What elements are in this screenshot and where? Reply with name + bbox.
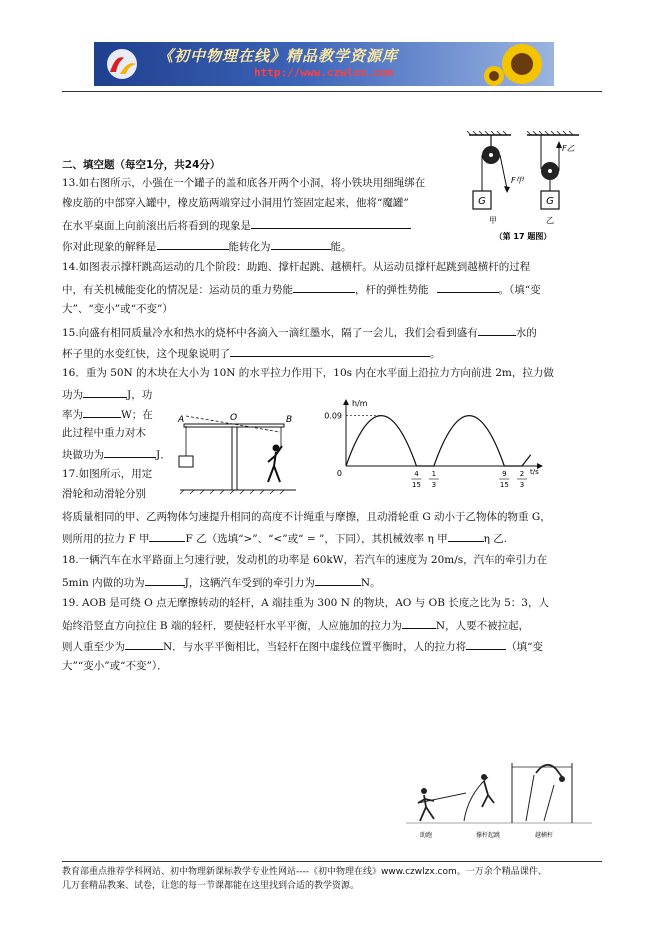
q15-line-2: 杯子里的水变红快，这个现象说明了 。	[62, 345, 441, 361]
sunflower-icon	[482, 42, 552, 86]
chart-x-tick-numerator: 1	[431, 470, 437, 478]
height-time-chart	[318, 396, 546, 496]
fig17-force-yi-label: F乙	[562, 144, 575, 153]
q19-line-1: 19. AOB 是可绕 O 点无摩擦转动的轻杆，A 端挂重为 300 N 的物块，AO 与 OB 长度之比为 5：3，人	[62, 597, 549, 609]
chart-x-tick-numerator: 4	[414, 470, 419, 478]
q14-line-3: 大”、“变小”或“不变”）	[62, 303, 173, 315]
q15-line-1: 15.向盛有相同质量冷水和热水的烧杯中各滴入一滴红墨水，隔了一会儿，我们会看到盛有 水的	[62, 324, 537, 340]
q17-answer-blank-2[interactable]	[448, 530, 484, 542]
footer-line-2: 几万套精品教案、试卷，让您的每一节课都能在这里找到合适的教学资源。	[62, 881, 360, 891]
fig19-label-a: A	[178, 415, 185, 425]
q16-answer-blank-2[interactable]	[83, 406, 121, 418]
chart-series-line	[346, 416, 531, 466]
q19-answer-blank-1[interactable]	[402, 617, 436, 629]
q13-line-3: 在水平桌面上向前滚出后将看到的现象是	[62, 217, 411, 233]
chart-x-tick-numerator: 2	[519, 470, 525, 478]
chart-ylabel: h/m	[352, 399, 368, 408]
q16-answer-blank-1[interactable]	[83, 386, 127, 398]
figure-19-lever	[172, 396, 300, 494]
q17-line-1: 17.如图所示，用定	[62, 468, 153, 480]
q16-answer-blank-3[interactable]	[104, 446, 156, 458]
q19-line-2: 始终沿竖直方向拉住 B 端的轻杆．要使轻杆水平平衡，人应施加的拉力为 N，人要不被拉起，	[62, 617, 529, 633]
q13-line-1: 13.如右图所示，小强在一个罐子的盖和底各开两个小洞，将小铁块用细绳绑在	[62, 177, 426, 189]
fig17-yi-label: 乙	[546, 216, 554, 225]
chart-x-tick-denominator: 3	[519, 481, 525, 489]
fig17-block-jia-label: G	[478, 196, 486, 207]
q17-line-3: 将质量相同的甲、乙两物体匀速提升相同的高度不计绳重与摩擦，且动滑轮重 G 动小于乙物体的物重 G，	[62, 511, 551, 523]
q16-line-4: 此过程中重力对木	[62, 427, 146, 439]
q13-answer-blank-2[interactable]	[157, 238, 229, 250]
q18-answer-blank-1[interactable]	[145, 574, 185, 586]
chart-xlabel: t/s	[530, 468, 539, 476]
q18-line-2: 5min 内做的功为 J，这辆汽车受到的牵引力为 N。	[62, 574, 381, 590]
figure-14-pole-vault	[404, 755, 594, 845]
q16-line-5: 块做功为 J．	[62, 446, 171, 462]
fig14-label-run: 助跑	[419, 832, 433, 839]
q13-answer-blank-1[interactable]	[251, 217, 411, 229]
q18-answer-blank-2[interactable]	[315, 574, 361, 586]
chart-origin-label: 0	[336, 469, 342, 478]
header-title: 《初中物理在线》精品教学资源库	[158, 47, 399, 65]
fig19-label-b: B	[286, 415, 293, 425]
q16-line-1: 16．重为 50N 的木块在大小为 10N 的水平拉力作用下，10s 内在水平面上沿拉力方向前进 2m，拉力做	[62, 367, 554, 379]
q15-answer-blank-1[interactable]	[478, 324, 516, 336]
q19-line-3: 则人重至少为 N．与水平平衡相比，当轻杆在图中虚线位置平衡时，人的拉力将 （填“变	[62, 638, 543, 654]
figure-17-pulleys	[461, 131, 586, 247]
q19-answer-blank-2[interactable]	[125, 638, 163, 650]
q17-answer-blank-1[interactable]	[149, 530, 185, 542]
fig14-label-takeoff: 撑杆起跳	[475, 832, 501, 839]
q17-line-4: 则所用的拉力 F 甲 F 乙（选填“>”、“<”或“ = ”，下同），其机械效率 η 甲 η 乙.	[62, 530, 507, 546]
header-url: http://www.czwlzx.com	[254, 66, 394, 79]
chart-x-tick-denominator: 15	[499, 481, 509, 489]
fig17-force-jia-label: F甲	[511, 176, 524, 185]
footer-rule	[62, 861, 602, 862]
q15-answer-blank-2[interactable]	[230, 345, 430, 357]
fig17-block-yi-label: G	[546, 196, 554, 207]
fig17-jia-label: 甲	[489, 216, 497, 225]
q13-line-4: 你对此现象的解释是 能转化为 能。	[62, 238, 352, 254]
q17-line-2: 滑轮和动滑轮分别	[62, 488, 146, 500]
section-heading: 二、填空题（每空1分，共24分）	[62, 159, 221, 171]
header-rule	[62, 91, 602, 92]
q14-line-2: 中，有关机械能变化的情况是：运动员的重力势能 ，杆的弹性势能 。（填“变	[62, 281, 541, 297]
footer-line-1: 教育部重点推荐学科网站、初中物理新课标教学专业性网站----《初中物理在线》www.czwlzx.com。一万余个精品课件、	[62, 867, 547, 877]
q16-line-2: 功为 J，功	[62, 386, 152, 402]
q13-answer-blank-3[interactable]	[271, 238, 331, 250]
fig17-caption: （第 17 题图）	[494, 232, 552, 241]
q16-line-3: 率为 W；在	[62, 406, 153, 422]
site-logo-icon	[102, 48, 142, 80]
q14-answer-blank-1[interactable]	[293, 281, 355, 293]
chart-x-tick-denominator: 15	[411, 481, 421, 489]
q14-line-1: 14.如图表示撑杆跳高运动的几个阶段：助跑、撑杆起跳、越横杆。从运动员撑杆起跳到越横杆的过程	[62, 261, 531, 273]
q14-answer-blank-2[interactable]	[437, 281, 499, 293]
chart-x-tick-denominator: 3	[431, 481, 437, 489]
chart-y-tick-label: 0.09	[324, 411, 342, 421]
fig14-label-bar: 越横杆	[534, 832, 554, 839]
header-banner	[94, 42, 554, 86]
chart-x-tick-numerator: 9	[502, 470, 507, 478]
q18-line-1: 18.一辆汽车在水平路面上匀速行驶，发动机的功率是 60kW，若汽车的速度为 20m/s，汽车的牵引力在	[62, 554, 548, 566]
fig19-label-o: O	[230, 413, 238, 423]
q19-line-4: 大”“变小”或“不变”）．	[62, 660, 168, 672]
q13-line-2: 橡皮筋的中部穿入罐中，橡皮筋两端穿过小洞用竹签固定起来，他将“魔罐”	[62, 197, 409, 209]
q19-answer-blank-3[interactable]	[466, 638, 506, 650]
